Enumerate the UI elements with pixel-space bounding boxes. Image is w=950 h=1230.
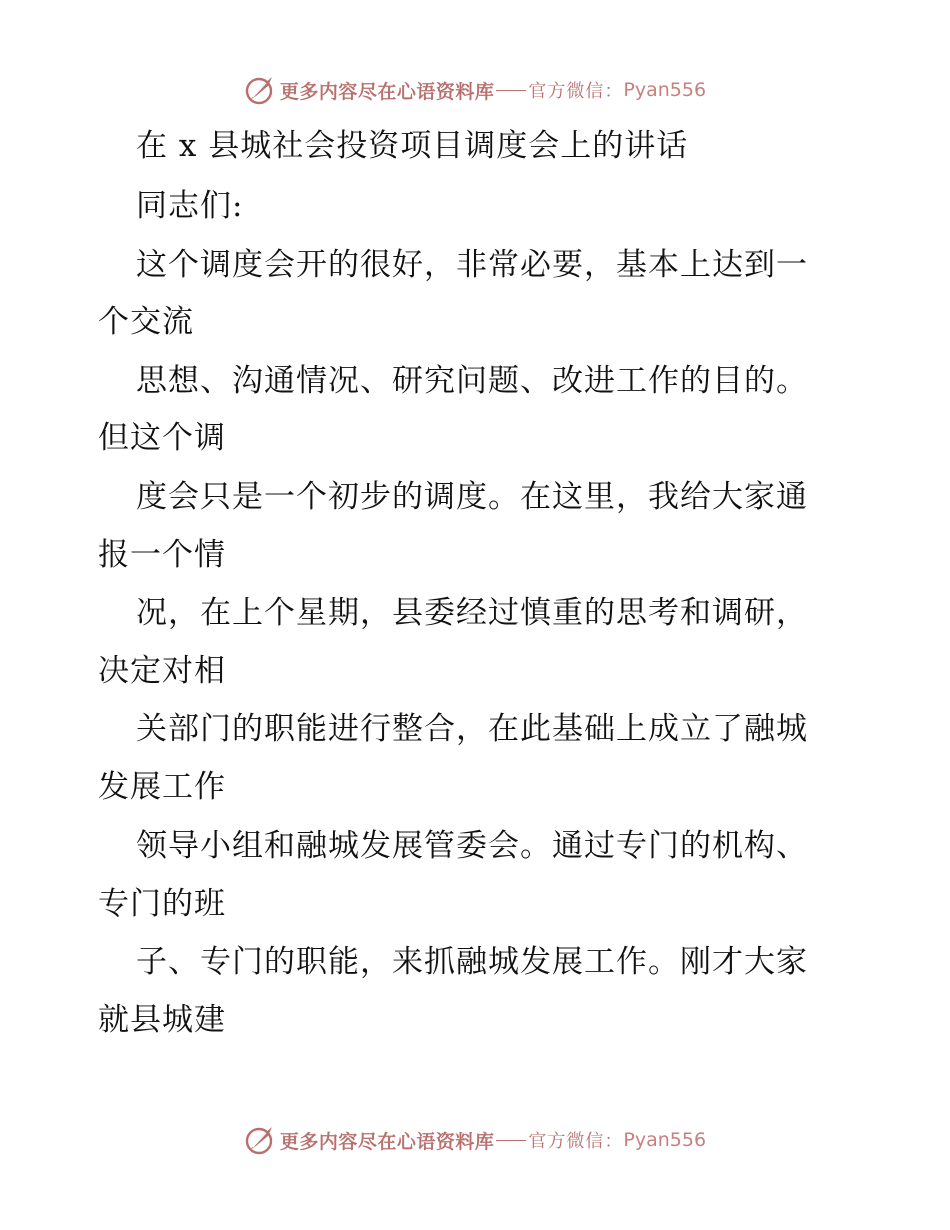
salutation: 同志们: — [136, 188, 244, 224]
banner-wechat-id: Pyan556 — [623, 79, 707, 101]
header-banner — [0, 70, 950, 110]
body-line: 思想、沟通情况、研究问题、改进工作的目的。 — [136, 363, 808, 399]
banner-dash — [496, 1140, 526, 1141]
body-line: 领导小组和融城发展管委会。通过专门的机构、 — [136, 828, 808, 864]
banner-wechat-label: 官方微信： — [528, 1131, 624, 1152]
body-line: 关部门的职能进行整合，在此基础上成立了融城 — [136, 711, 808, 747]
body-line: 报一个情 — [98, 537, 226, 573]
body-line: 这个调度会开的很好，非常必要，基本上达到一 — [136, 247, 808, 283]
body-line: 度会只是一个初步的调度。在这里，我给大家通 — [136, 479, 808, 515]
body-line: 子、专门的职能，来抓融城发展工作。刚才大家 — [136, 944, 808, 980]
body-line: 但这个调 — [98, 420, 226, 456]
banner-dash — [496, 90, 526, 91]
banner-main-text: 更多内容尽在心语资料库 — [279, 1130, 495, 1153]
quill-pen-logo-icon — [244, 74, 276, 106]
body-line: 决定对相 — [98, 653, 226, 689]
banner-main-text: 更多内容尽在心语资料库 — [279, 80, 495, 103]
quill-pen-logo-icon — [244, 1124, 276, 1156]
banner-wechat-label: 官方微信： — [528, 81, 624, 102]
body-line: 发展工作 — [98, 769, 226, 805]
body-line: 个交流 — [98, 304, 194, 340]
banner-wechat-id: Pyan556 — [623, 1129, 707, 1151]
footer-banner — [0, 1120, 950, 1160]
body-line: 就县城建 — [98, 1002, 226, 1038]
document-title: 在 x 县城社会投资项目调度会上的讲话 — [136, 128, 689, 164]
body-line: 况，在上个星期，县委经过慎重的思考和调研， — [136, 595, 808, 631]
body-line: 专门的班 — [98, 886, 226, 922]
